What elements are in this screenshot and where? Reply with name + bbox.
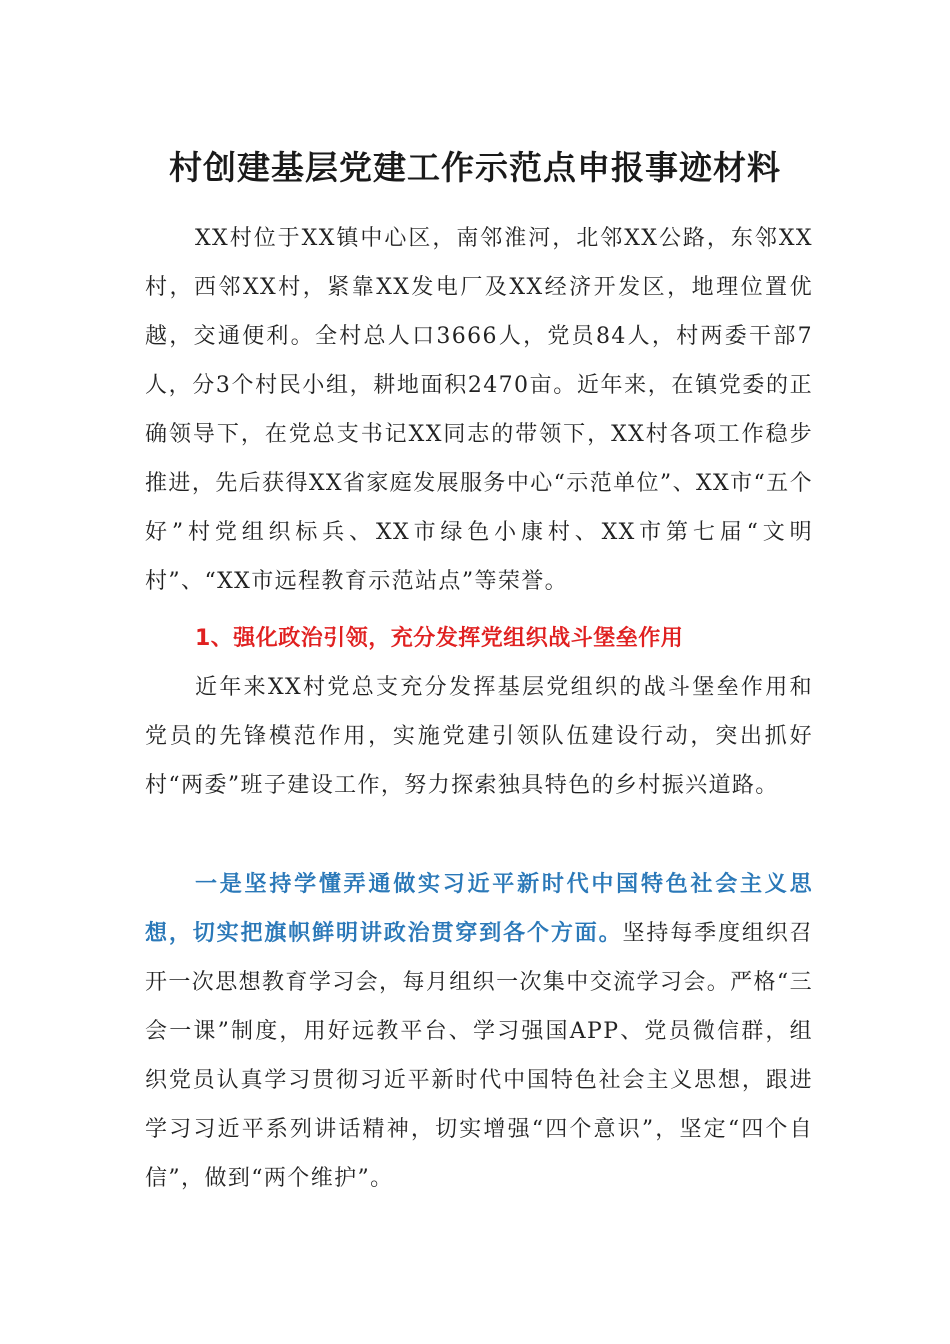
intro-paragraph: XX村位于XX镇中心区，南邻淮河，北邻XX公路，东邻XX村，西邻XX村，紧靠XX发电厂及XX经济开发区，地理位置优越，交通便利。全村总人口3666人，党员84人，村两委干部7人，分3个村民小组，耕地面积2470亩。近年来，在镇党委的正确领导下，在党总支书记XX同志的带领下，XX村各项工作稳步推进，先后获得XX省家庭发展服务中心“示范单位”、XX市“五个好”村党组织标兵、XX市绿色小康村、XX市第七届“文明村”、“XX市远程教育示范站点”等荣誉。: [145, 226, 813, 594]
point-1-body: 坚持每季度组织召开一次思想教育学习会，每月组织一次集中交流学习会。严格“三会一课”制度，用好远教平台、学习强国APP、党员微信群，组织党员认真学习贯彻习近平新时代中国特色社会主义思想，跟进学习习近平系列讲话精神，切实增强“四个意识”，坚定“四个自信”，做到“两个维护”。: [145, 921, 813, 1191]
point-1-paragraph: [145, 860, 813, 1203]
document-title: 村创建基层党建工作示范点申报事迹材料: [169, 148, 781, 187]
section-1-paragraph: 近年来XX村党总支充分发挥基层党组织的战斗堡垒作用和党员的先锋模范作用，实施党建引领队伍建设行动，突出抓好村“两委”班子建设工作，努力探索独具特色的乡村振兴道路。: [145, 675, 813, 798]
section-heading-1: 1、强化政治引领，充分发挥党组织战斗堡垒作用: [195, 626, 684, 651]
point-1-lead: 一是坚持学懂弄通做实习近平新时代中国特色社会主义思想，切实把旗帜鲜明讲政治贯穿到各个方面。: [145, 872, 813, 946]
